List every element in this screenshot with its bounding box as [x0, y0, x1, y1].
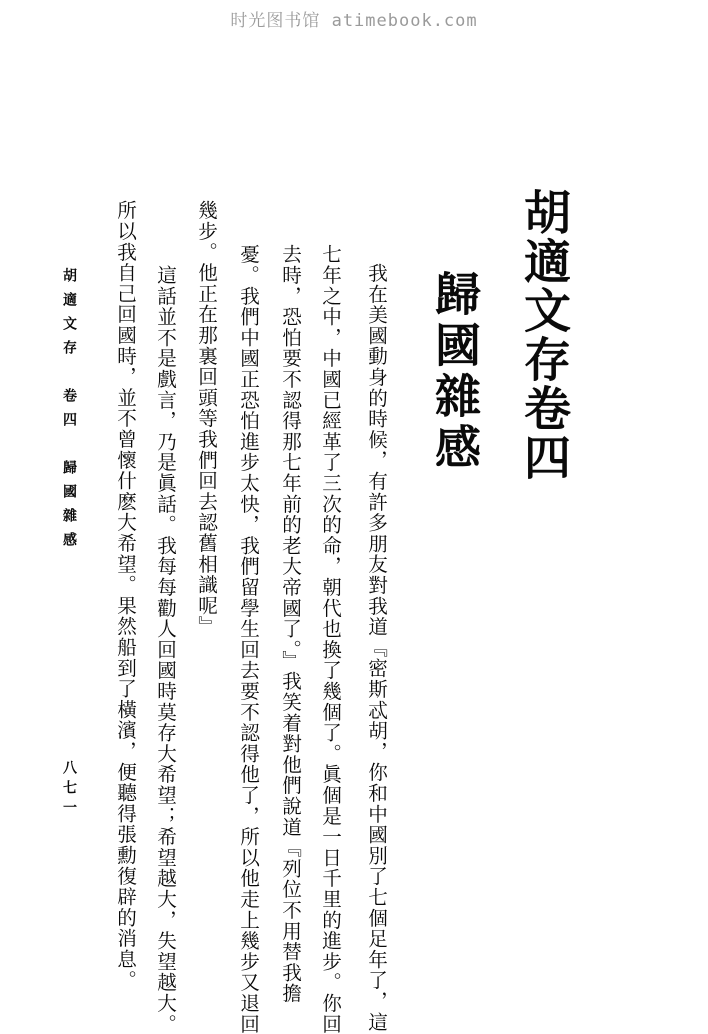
- body-text-column: 所以我自己回國時，並不曾懷什麽大希望。果然船到了橫濱，便聽得張勳復辟的消息。: [113, 200, 137, 991]
- page-number: 八七一: [61, 760, 77, 820]
- body-text-column: 這話並不是戲言，乃是眞話。我每每勸人回國時莫存大希望；希望越大，失望越大。: [153, 244, 177, 1034]
- body-text-column: 去時，恐怕要不認得那七年前的老大帝國了。』我笑着對他們說道『列位不用替我擔: [278, 244, 302, 1004]
- body-text-column: 七年之中，中國已經革了三次的命，朝代也換了幾個了。眞個是一日千里的進步。你回: [318, 244, 342, 1034]
- watermark-text: 时光图书馆 atimebook.com: [230, 11, 478, 31]
- chapter-title: 歸國雜感: [428, 270, 482, 474]
- book-title: 胡適文存卷四: [516, 188, 571, 482]
- body-text-column: 憂。我們中國正恐怕進步太快，我們留學生回去要不認得他了，所以他走上幾步又退回: [236, 244, 260, 1034]
- running-footer: 胡適文存 卷四 歸國雜感: [61, 268, 77, 556]
- body-text-column: 幾步。他正在那裏回頭等我們回去認舊相識呢』: [194, 200, 218, 637]
- body-text-column: 我在美國動身的時候，有許多朋友對我道『密斯忒胡，你和中國別了七個足年了，這: [364, 242, 388, 1033]
